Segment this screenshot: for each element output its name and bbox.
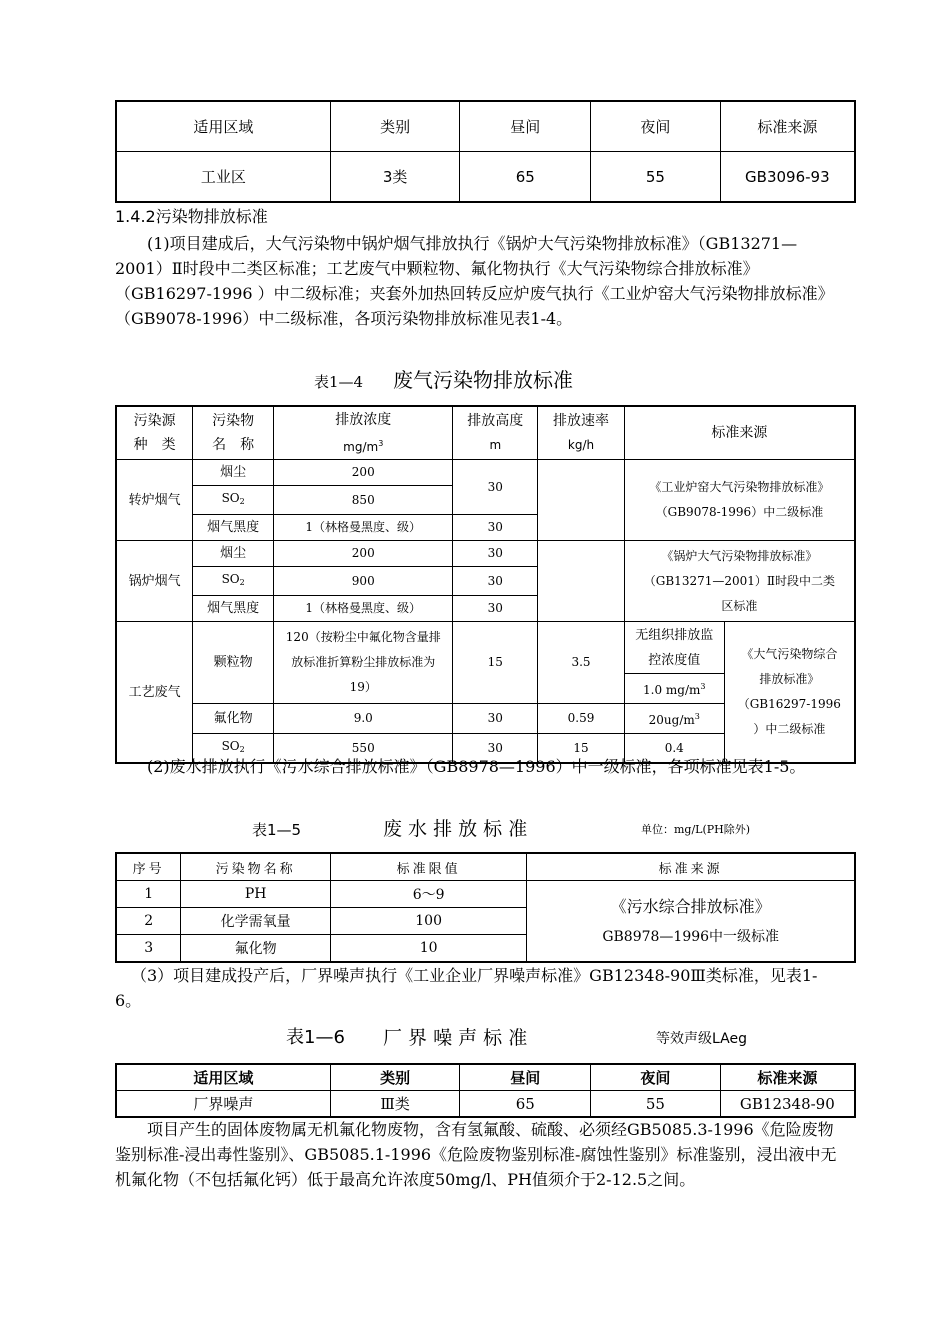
- table-1-6-number: 表1—6: [286, 1027, 345, 1048]
- table-cell: 氟化物: [181, 935, 331, 963]
- table-header-row: [116, 101, 855, 152]
- header-cell: 昼间: [460, 1064, 591, 1091]
- pollutant-cell: $SO_2$: [193, 734, 274, 764]
- height-cell: 30: [453, 567, 538, 596]
- table-cell: 10: [330, 935, 526, 963]
- table-cell: 100: [330, 908, 526, 935]
- table-cell: 3: [116, 935, 181, 963]
- header-cell: 类别: [330, 101, 460, 152]
- header-cell: 标准来源: [720, 1064, 855, 1091]
- table-1-5-number: 表1—5: [252, 821, 302, 839]
- header-cell: 标准来源: [527, 853, 855, 881]
- header-source-type: 污染源 种 类: [116, 406, 193, 460]
- header-standard: 标准来源: [624, 406, 855, 460]
- section-heading: 1.4.2污染物排放标准: [115, 207, 268, 226]
- table-cell: Ⅲ类: [330, 1091, 460, 1118]
- table-1-5-title: 废 水 排 放 标 准: [383, 818, 528, 840]
- conc-cell: 1（林格曼黑度、级）: [274, 515, 453, 541]
- rate-cell-empty: [538, 460, 625, 541]
- header-cell: 标准来源: [720, 101, 855, 152]
- header-rate: 排放速率 kg/h: [538, 406, 625, 460]
- wastewater-standard-source: 《污水综合排放标准》 GB8978—1996中一级标准: [527, 881, 855, 963]
- header-cell: 类别: [330, 1064, 460, 1091]
- header-height: 排放高度 m: [453, 406, 538, 460]
- fugitive-cell: 0.4: [624, 734, 724, 764]
- standard-furnace: 《工业炉窑大气污染物排放标准》（GB9078-1996）中二级标准: [624, 460, 855, 541]
- table-1-5-unit: 单位：mg/L(PH除外): [641, 823, 751, 836]
- pollutant-cell: $SO_2$: [193, 486, 274, 515]
- table-cell: 2: [116, 908, 181, 935]
- conc-cell: 120（按粉尘中氟化物含量排放标准折算粉尘排放标准为19）: [274, 622, 453, 704]
- table-cell: 化学需氧量: [181, 908, 331, 935]
- table-1-4-title: 废气污染物排放标准: [393, 368, 573, 392]
- source-furnace: 转炉烟气: [116, 460, 193, 541]
- table-cell: 55: [591, 1091, 721, 1118]
- header-cell: 污染物名称: [181, 853, 331, 881]
- conc-cell: 550: [274, 734, 453, 764]
- table-header-row: [116, 1064, 855, 1091]
- header-concentration: 排放浓度 $mg/m^3$: [274, 406, 453, 460]
- fugitive-cell: 1.0 $mg/m^3$: [624, 674, 724, 704]
- wastewater-standard-table: [115, 852, 856, 963]
- header-cell: 夜间: [591, 101, 721, 152]
- table-row: [116, 541, 855, 567]
- standard-boiler: 《锅炉大气污染物排放标准》（GB13271—2001）Ⅱ时段中二类区标准: [624, 541, 855, 622]
- table-cell: 55: [591, 152, 721, 203]
- height-cell: 30: [453, 541, 538, 567]
- pollutant-cell: 烟尘: [193, 460, 274, 486]
- table-cell: GB3096-93: [720, 152, 855, 203]
- paragraph-wastewater: (2)废水排放执行《污水综合排放标准》（GB8978—1996）中一级标准，各项标准见表1-5。: [147, 757, 806, 776]
- header-cell: 昼间: [460, 101, 591, 152]
- pollutant-cell: 颗粒物: [193, 622, 274, 704]
- table-row: [116, 460, 855, 486]
- header-cell: 序号: [116, 853, 181, 881]
- header-cell: 标准限值: [330, 853, 526, 881]
- table-row: [116, 1091, 855, 1118]
- height-cell: 15: [453, 622, 538, 704]
- height-cell: 30: [453, 734, 538, 764]
- noise-standard-table-top: [115, 100, 856, 203]
- paragraph-noise: （3）项目建成投产后，厂界噪声执行《工业企业厂界噪声标准》GB12348-90Ⅲ类标准，见表1-6。: [115, 966, 818, 1010]
- conc-cell: 1（林格曼黑度、级）: [274, 596, 453, 622]
- table-cell: 65: [460, 1091, 591, 1118]
- table-cell: 65: [460, 152, 591, 203]
- pollutant-cell: 烟气黑度: [193, 596, 274, 622]
- waste-gas-standard-table: [115, 405, 856, 764]
- rate-cell: 3.5: [538, 622, 625, 704]
- conc-cell: 850: [274, 486, 453, 515]
- pollutant-cell: 烟尘: [193, 541, 274, 567]
- conc-cell: 200: [274, 460, 453, 486]
- pollutant-cell: 烟气黑度: [193, 515, 274, 541]
- source-process: 工艺废气: [116, 622, 193, 764]
- height-cell: 30: [453, 704, 538, 734]
- fugitive-cell: $20ug/m^3$: [624, 704, 724, 734]
- table-row: [116, 881, 855, 908]
- standard-process: 《大气污染物综合排放标准》（GB16297-1996 ）中二级标准: [724, 622, 855, 764]
- conc-cell: 900: [274, 567, 453, 596]
- height-cell: 30: [453, 596, 538, 622]
- fugitive-label: 无组织排放监控浓度值: [624, 622, 724, 674]
- table-cell: GB12348-90: [720, 1091, 855, 1118]
- conc-cell: 200: [274, 541, 453, 567]
- table-header-row: [116, 406, 855, 460]
- table-cell: 6～9: [330, 881, 526, 908]
- header-cell: 适用区域: [116, 101, 330, 152]
- pollutant-cell: $SO_2$: [193, 567, 274, 596]
- rate-cell-empty: [538, 541, 625, 622]
- table-1-6-unit: 等效声级LAeg: [656, 1031, 747, 1047]
- rate-cell: 15: [538, 734, 625, 764]
- header-pollutant-name: 污染物 名 称: [193, 406, 274, 460]
- header-cell: 适用区域: [116, 1064, 330, 1091]
- height-cell: 30: [453, 515, 538, 541]
- header-cell: 夜间: [591, 1064, 721, 1091]
- pollutant-cell: 氟化物: [193, 704, 274, 734]
- table-1-4-number: 表1—4: [314, 373, 364, 391]
- source-boiler: 锅炉烟气: [116, 541, 193, 622]
- table-cell: 3类: [330, 152, 460, 203]
- height-cell: 30: [453, 460, 538, 515]
- conc-cell: 9.0: [274, 704, 453, 734]
- rate-cell: 0.59: [538, 704, 625, 734]
- paragraph-solid-waste: 项目产生的固体废物属无机氟化物废物，含有氢氟酸、硫酸、必须经GB5085.3-1996《危险废物鉴别标准-浸出毒性鉴别》、GB5085.1-1996《危险废物鉴别标准-腐蚀性鉴别》标准鉴别，浸出液中无机氟化物（不包括氟化钙）低于最高允许浓度50mg/l、PH值须介于2-12.5之间。: [115, 1120, 837, 1189]
- table-row: [116, 152, 855, 203]
- table-cell: 1: [116, 881, 181, 908]
- table-row: [116, 622, 855, 674]
- paragraph-air-emission: (1)项目建成后，大气污染物中锅炉烟气排放执行《锅炉大气污染物排放标准》（GB13271—2001）Ⅱ时段中二类区标准；工艺废气中颗粒物、氟化物执行《大气污染物综合排放标准》（GB16297-1996 ）中二级标准；夹套外加热回转反应炉废气执行《工业炉窑大气污染物排放标准》（GB9078-1996）中二级标准，各项污染物排放标准见表1-4。: [115, 234, 834, 328]
- table-1-6-title: 厂 界 噪 声 标 准: [383, 1027, 528, 1049]
- table-cell: PH: [181, 881, 331, 908]
- table-cell: 工业区: [116, 152, 330, 203]
- boundary-noise-standard-table: [115, 1063, 856, 1118]
- table-header-row: [116, 853, 855, 881]
- table-cell: 厂界噪声: [116, 1091, 330, 1118]
